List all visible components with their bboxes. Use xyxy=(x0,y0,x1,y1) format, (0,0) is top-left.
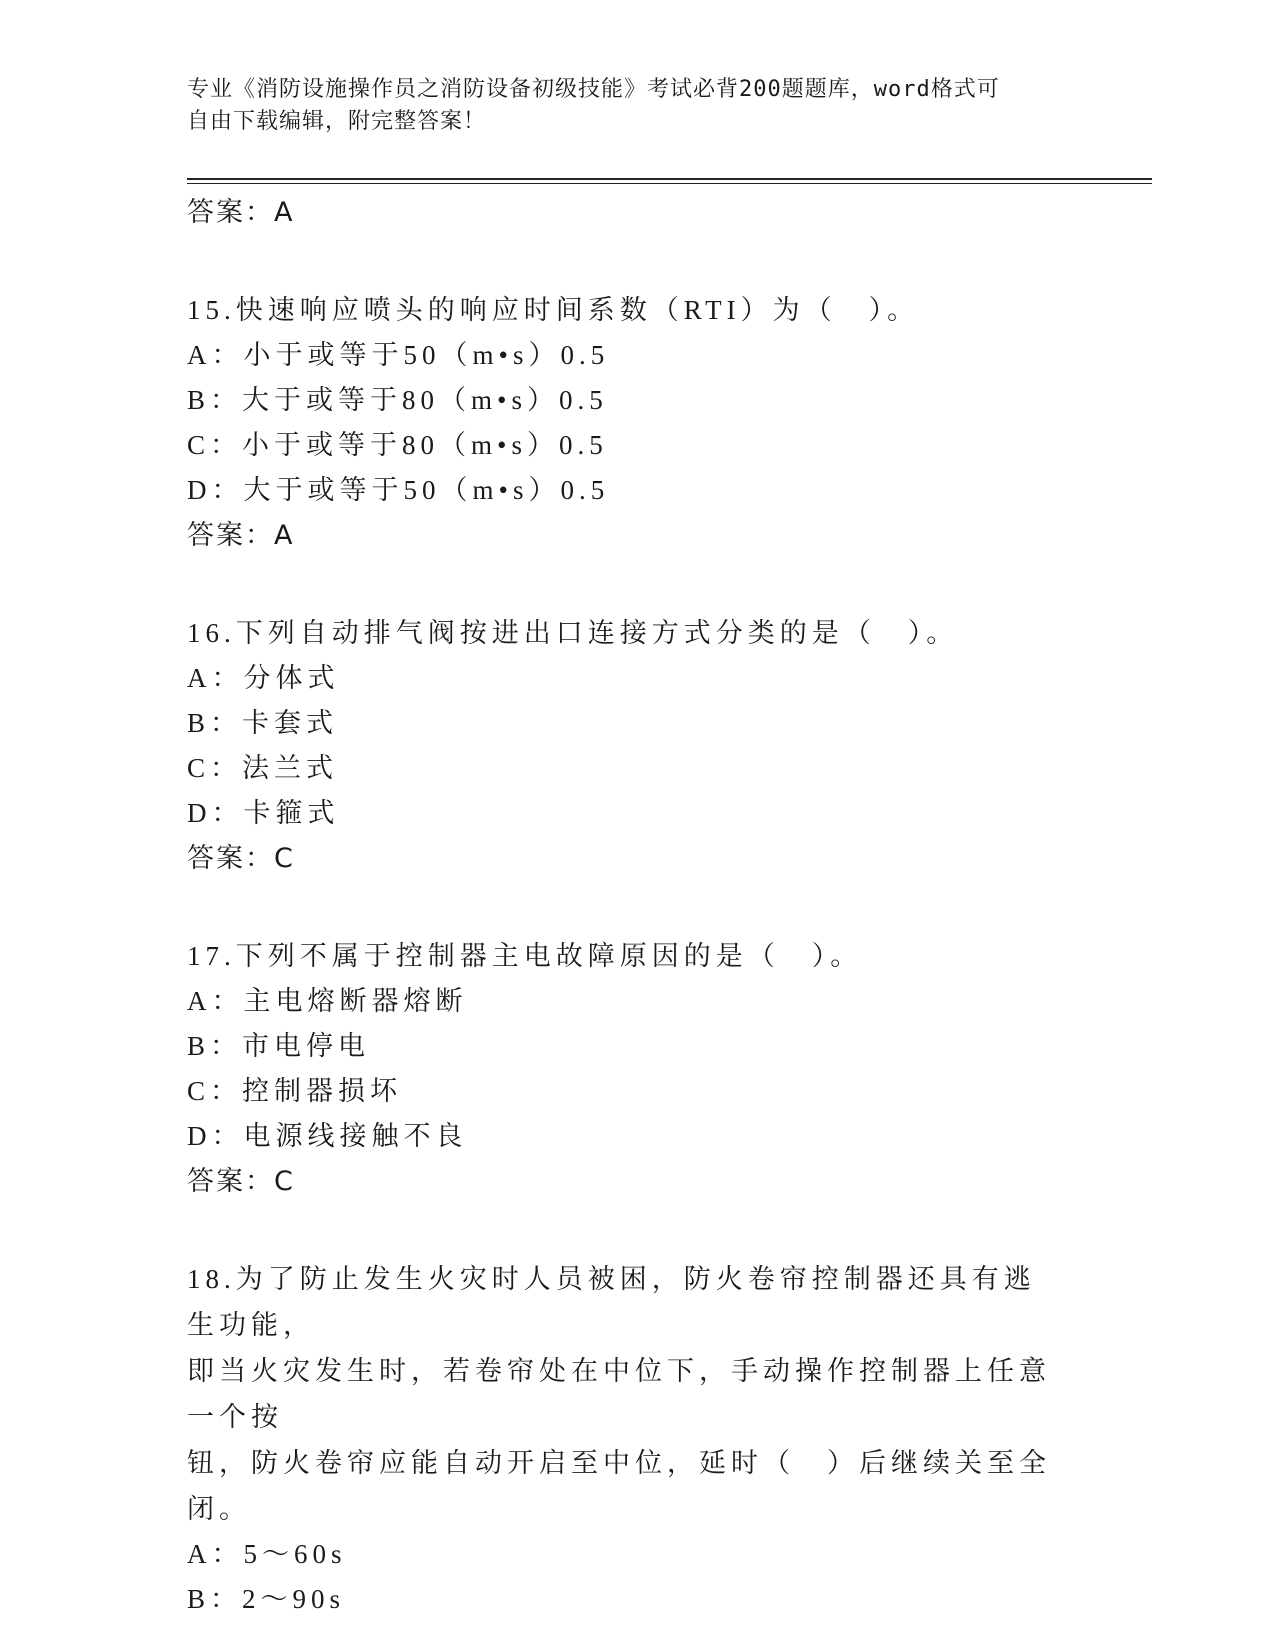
question-18 xyxy=(187,1256,1067,1622)
answer: 答案：A xyxy=(187,520,295,551)
question-text-line-1: 18.为了防止发生火灾时人员被困，防火卷帘控制器还具有逃生功能， xyxy=(187,1264,1036,1340)
option-d: D：电源线接触不良 xyxy=(187,1121,468,1151)
question-list xyxy=(187,190,1067,1622)
header-line-2: 自由下载编辑，附完整答案！ xyxy=(187,109,487,134)
previous-answer: 答案：A xyxy=(187,197,295,228)
option-a: A：分体式 xyxy=(187,663,340,693)
option-c: C：法兰式 xyxy=(187,753,339,783)
option-d: D：大于或等于50（m•s）0.5 xyxy=(187,475,610,505)
option-a: A：5～60s xyxy=(187,1539,347,1569)
option-b: B：市电停电 xyxy=(187,1031,371,1061)
spacer xyxy=(187,881,1067,933)
spacer xyxy=(187,235,1067,287)
question-text: 16.下列自动排气阀按进出口连接方式分类的是（ ）。 xyxy=(187,618,959,648)
question-15 xyxy=(187,287,1067,558)
question-text-line-2: 即当火灾发生时，若卷帘处在中位下，手动操作控制器上任意一个按 xyxy=(187,1356,1051,1432)
answer: 答案：C xyxy=(187,1166,295,1197)
option-a: A：小于或等于50（m•s）0.5 xyxy=(187,340,610,370)
option-c: C：小于或等于80（m•s）0.5 xyxy=(187,430,608,460)
header-line-1: 专业《消防设施操作员之消防设备初级技能》考试必背200题题库，word格式可 xyxy=(187,77,1000,102)
spacer xyxy=(187,1204,1067,1256)
question-text: 15.快速响应喷头的响应时间系数（RTI）为（ ）。 xyxy=(187,295,920,325)
option-a: A：主电熔断器熔断 xyxy=(187,986,468,1016)
answer: 答案：C xyxy=(187,843,295,874)
question-text-line-3: 钮，防火卷帘应能自动开启至中位，延时（ ）后继续关至全闭。 xyxy=(187,1448,1051,1524)
option-c: C：控制器损坏 xyxy=(187,1076,403,1106)
question-text: 17.下列不属于控制器主电故障原因的是（ ）。 xyxy=(187,941,863,971)
question-17 xyxy=(187,933,1067,1204)
document-header xyxy=(187,74,1087,138)
header-divider-thin xyxy=(187,183,1152,184)
option-b: B：2～90s xyxy=(187,1584,346,1614)
header-divider xyxy=(187,178,1152,180)
spacer xyxy=(187,558,1067,610)
question-16 xyxy=(187,610,1067,881)
option-d: D：卡箍式 xyxy=(187,798,340,828)
option-b: B：大于或等于80（m•s）0.5 xyxy=(187,385,608,415)
option-b: B：卡套式 xyxy=(187,708,339,738)
